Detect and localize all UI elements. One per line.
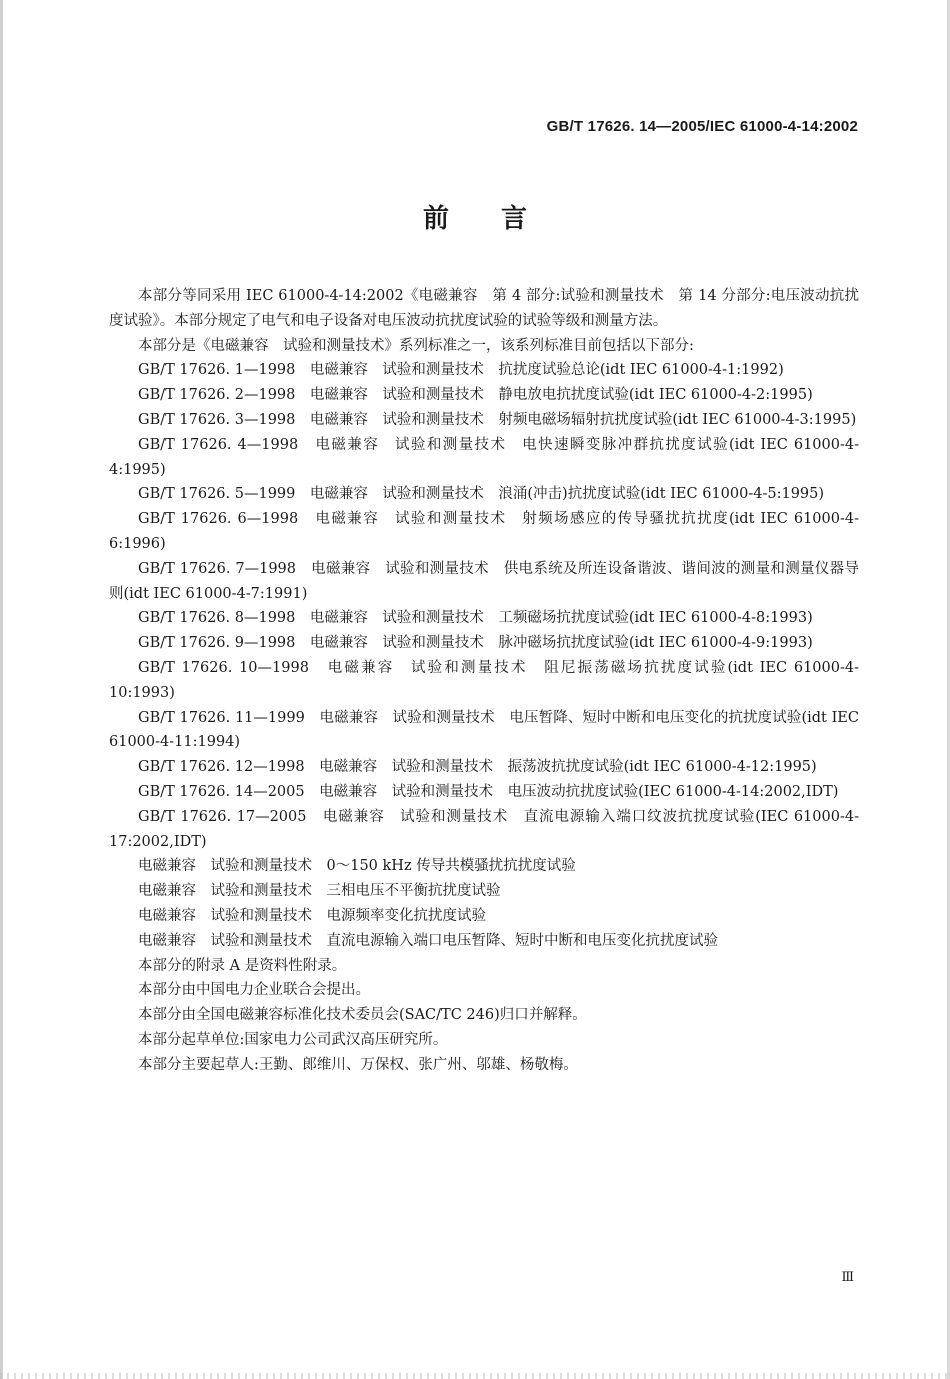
standard-code: GB/T 17626. 14—2005/IEC 61000-4-14:2002 — [546, 118, 858, 135]
reference-item: GB/T 17626. 10—1998 电磁兼容 试验和测量技术 阻尼振荡磁场抗扰度试验(idt IEC 61000-4-10:1993) — [109, 659, 859, 701]
page-title: 前言 — [422, 204, 579, 234]
reference-item: GB/T 17626. 11—1999 电磁兼容 试验和测量技术 电压暂降、短时中断和电压变化的抗扰度试验(idt IEC 61000-4-11:1994) — [109, 709, 859, 751]
reference-item: GB/T 17626. 7—1998 电磁兼容 试验和测量技术 供电系统及所连设备谐波、谐间波的测量和测量仪器导则(idt IEC 61000-4-7:1991) — [109, 560, 859, 602]
planned-item: 电磁兼容 试验和测量技术 直流电源输入端口电压暂降、短时中断和电压变化抗扰度试验 — [138, 932, 718, 949]
scan-edge-bottom — [0, 1373, 950, 1379]
intro-paragraph: 本部分等同采用 IEC 61000-4-14:2002《电磁兼容 第 4 部分:试验和测量技术 第 14 分部分:电压波动抗扰度试验》。本部分规定了电气和电子设备对电压波动抗扰度试验的试验等级和测量方法。 — [109, 288, 859, 329]
reference-item: GB/T 17626. 17—2005 电磁兼容 试验和测量技术 直流电源输入端口纹波抗扰度试验(IEC 61000-4-17:2002,IDT) — [109, 808, 859, 850]
closing-paragraph: 本部分主要起草人:王勤、郎维川、万保权、张广州、邬雄、杨敬梅。 — [138, 1056, 578, 1073]
reference-item: GB/T 17626. 1—1998 电磁兼容 试验和测量技术 抗扰度试验总论(idt IEC 61000-4-1:1992) — [138, 362, 784, 379]
planned-item: 电磁兼容 试验和测量技术 0～150 kHz 传导共模骚扰抗扰度试验 — [138, 858, 576, 875]
reference-item: GB/T 17626. 12—1998 电磁兼容 试验和测量技术 振荡波抗扰度试验(idt IEC 61000-4-12:1995) — [138, 759, 817, 776]
reference-item: GB/T 17626. 6—1998 电磁兼容 试验和测量技术 射频场感应的传导骚扰抗扰度(idt IEC 61000-4-6:1996) — [109, 511, 859, 552]
closing-paragraph: 本部分由全国电磁兼容标准化技术委员会(SAC/TC 246)归口并解释。 — [138, 1007, 587, 1024]
reference-item: GB/T 17626. 4—1998 电磁兼容 试验和测量技术 电快速瞬变脉冲群抗扰度试验(idt IEC 61000-4-4:1995) — [109, 436, 859, 478]
planned-item: 电磁兼容 试验和测量技术 三相电压不平衡抗扰度试验 — [138, 883, 501, 900]
reference-item: GB/T 17626. 14—2005 电磁兼容 试验和测量技术 电压波动抗扰度试验(IEC 61000-4-14:2002,IDT) — [138, 783, 839, 800]
reference-item: GB/T 17626. 5—1999 电磁兼容 试验和测量技术 浪涌(冲击)抗扰度试验(idt IEC 61000-4-5:1995) — [138, 486, 825, 503]
page-number: Ⅲ — [841, 1270, 854, 1285]
closing-paragraph: 本部分由中国电力企业联合会提出。 — [138, 982, 370, 999]
intro-paragraph: 本部分是《电磁兼容 试验和测量技术》系列标准之一，该系列标准目前包括以下部分: — [138, 337, 694, 354]
closing-paragraph: 本部分的附录 A 是资料性附录。 — [138, 957, 347, 974]
reference-item: GB/T 17626. 3—1998 电磁兼容 试验和测量技术 射频电磁场辐射抗扰度试验(idt IEC 61000-4-3:1995) — [138, 411, 857, 428]
planned-item: 电磁兼容 试验和测量技术 电源频率变化抗扰度试验 — [138, 907, 486, 924]
reference-item: GB/T 17626. 9—1998 电磁兼容 试验和测量技术 脉冲磁场抗扰度试验(idt IEC 61000-4-9:1993) — [138, 635, 813, 652]
document-body — [109, 284, 859, 1078]
reference-item: GB/T 17626. 2—1998 电磁兼容 试验和测量技术 静电放电抗扰度试验(idt IEC 61000-4-2:1995) — [138, 387, 813, 404]
reference-item: GB/T 17626. 8—1998 电磁兼容 试验和测量技术 工频磁场抗扰度试验(idt IEC 61000-4-8:1993) — [138, 610, 813, 627]
closing-paragraph: 本部分起草单位:国家电力公司武汉高压研究所。 — [138, 1031, 448, 1048]
